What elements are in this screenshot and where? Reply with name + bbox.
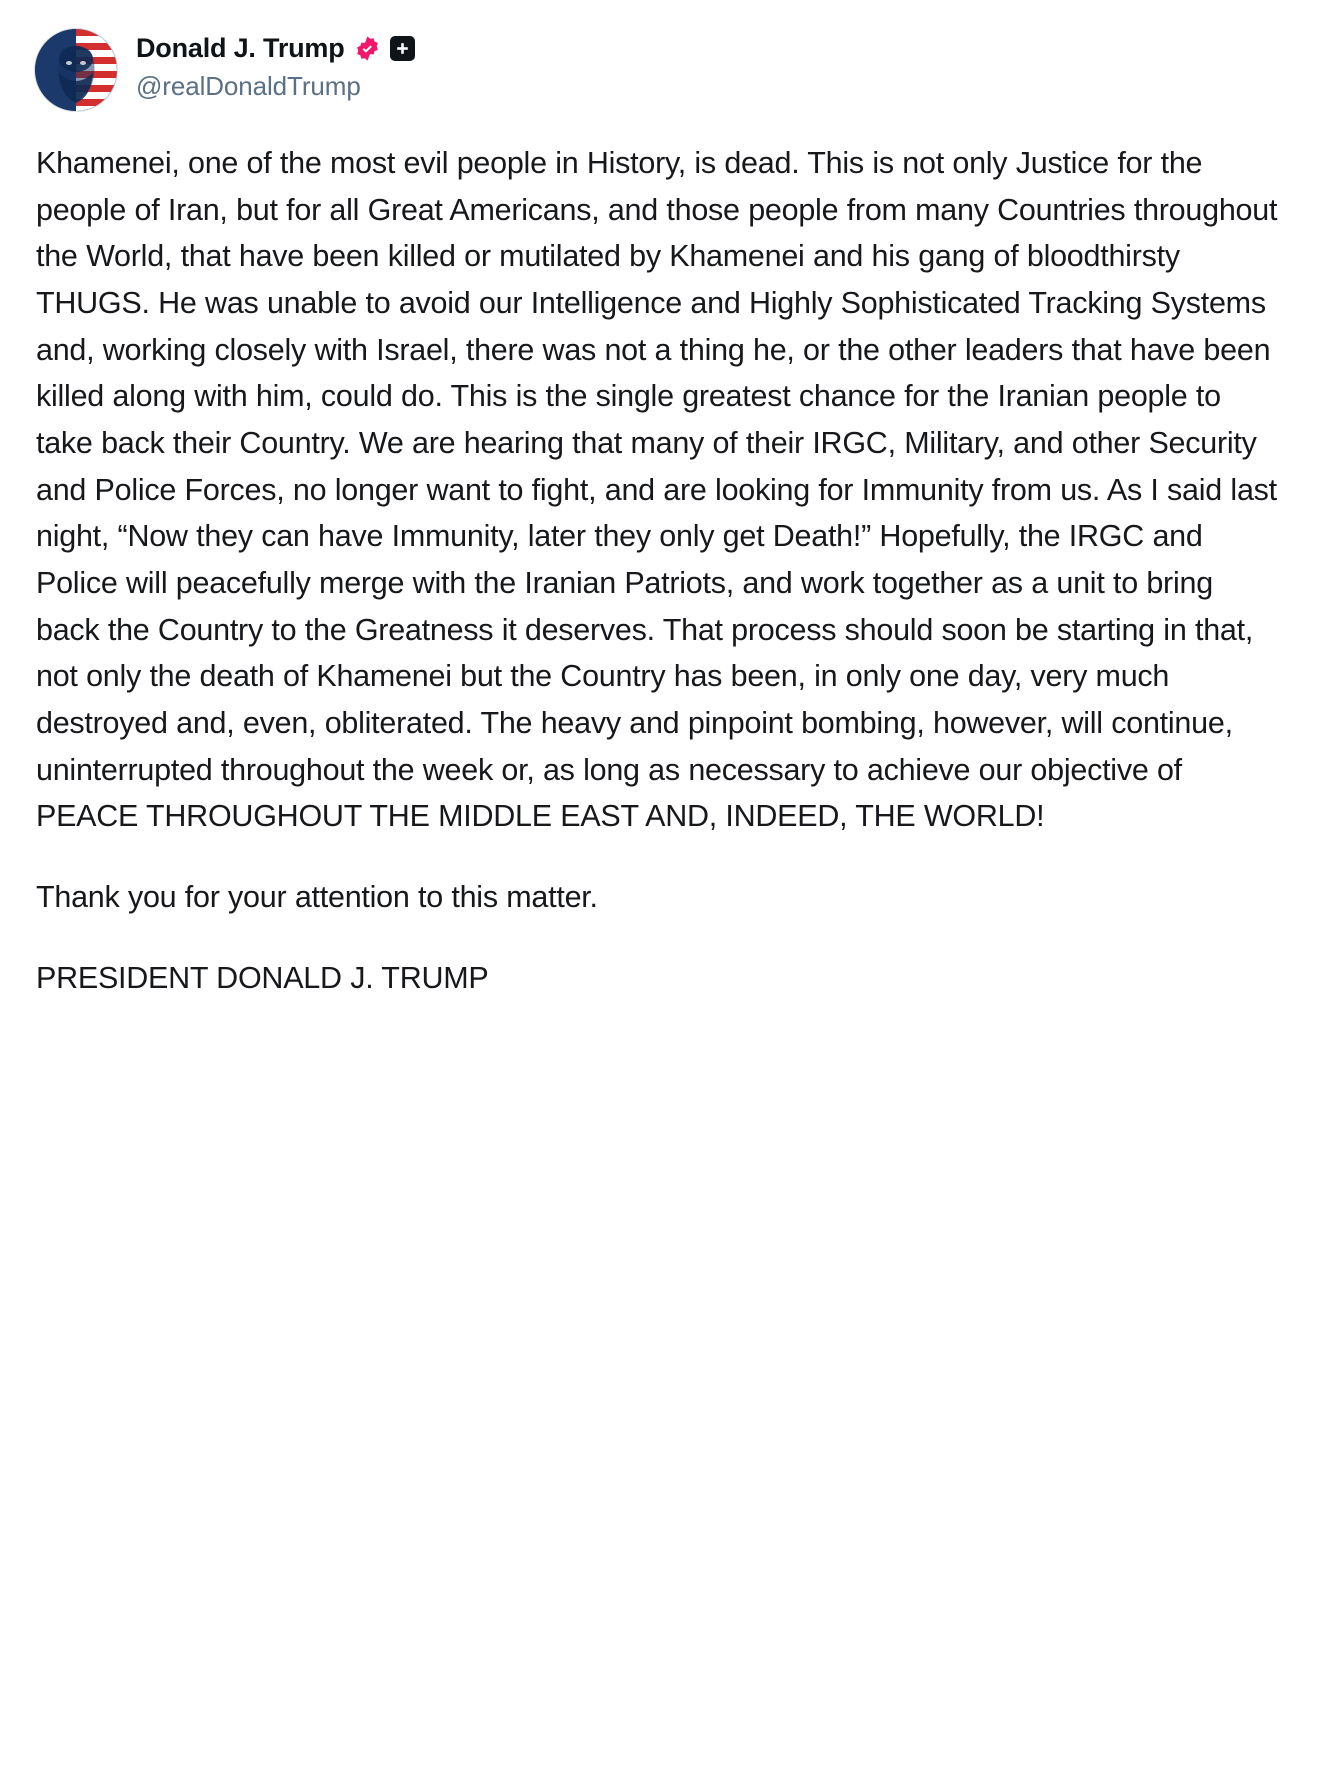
author-names bbox=[136, 28, 415, 104]
post-paragraph-2: Thank you for your attention to this matter. bbox=[36, 879, 598, 914]
post-header bbox=[34, 28, 1286, 126]
avatar[interactable] bbox=[34, 28, 118, 112]
display-name-row bbox=[136, 32, 415, 64]
post-paragraph-1: Khamenei, one of the most evil people in History, is dead. This is not only Justice for the people of Iran, but for all Great Americans, and those people from many Countries throughout the World, that have been killed or mutilated by Khamenei and his gang of bloodthirsty THUGS. He was unable to avoid our Intelligence and Highly Sophisticated Tracking Systems and, working closely with Israel, there was not a thing he, or the other leaders that have been killed along with him, could do. This is the single greatest chance for the Iranian people to take back their Country. We are hearing that many of their IRGC, Military, and other Security and Police Forces, no longer want to fight, and are looking for Immunity from us. As I said last night, “Now they can have Immunity, later they only get Death!” Hopefully, the IRGC and Police will peacefully merge with the Iranian Patriots, and work together as a unit to bring back the Country to the Greatness it deserves. That process should soon be starting in that, not only the death of Khamenei but the Country has been, in only one day, very much destroyed and, even, obliterated. The heavy and pinpoint bombing, however, will continue, uninterrupted throughout the week or, as long as necessary to achieve our objective of PEACE THROUGHOUT THE MIDDLE EAST AND, INDEED, THE WORLD! bbox=[36, 146, 1278, 834]
post-paragraph-3: PRESIDENT DONALD J. TRUMP bbox=[36, 960, 489, 995]
author-display-name[interactable]: Donald J. Trump bbox=[136, 33, 345, 63]
plus-badge-icon bbox=[390, 36, 415, 61]
author-handle[interactable]: @realDonaldTrump bbox=[136, 71, 361, 102]
post-body bbox=[34, 126, 1286, 1041]
verified-badge-icon bbox=[354, 35, 381, 62]
